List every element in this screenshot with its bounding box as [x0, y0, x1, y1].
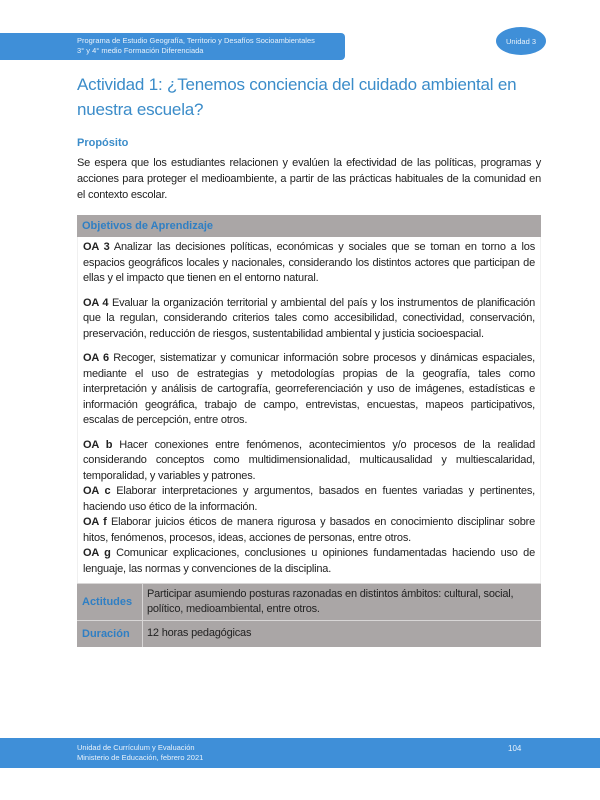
attitudes-row: [77, 583, 541, 620]
objective-item: [83, 515, 535, 546]
duration-label: Duración: [77, 621, 143, 647]
footer-bar: [0, 738, 600, 768]
page-content: [77, 72, 541, 647]
objective-code: OA 6: [83, 352, 109, 364]
objective-code: OA c: [83, 485, 111, 497]
objective-text: Comunicar explicaciones, conclusiones u opiniones fundamentadas haciendo uso de lenguaje, las normas y convenciones de la disciplina.: [83, 547, 535, 575]
objective-code: OA 4: [83, 296, 109, 309]
unit-badge: Unidad 3: [496, 27, 546, 55]
duration-row: [77, 620, 541, 647]
page-number: 104: [508, 744, 522, 753]
header-bar: [0, 33, 345, 60]
objective-code: OA b: [83, 438, 113, 451]
objective-text: Recoger, sistematizar y comunicar información sobre procesos y dinámicas espaciales, mediante el uso de estrategias y metodologías propias de la geografía, tales como interpretación y análisis de cartografía, georreferenciación y uso de imágenes, estadísticas e información geográfica, trabajo de campo, entrevistas, encuestas, mapeos participativos, escalas de percepción, entre otros.: [83, 352, 535, 426]
objective-item: [83, 484, 535, 515]
purpose-text: Se espera que los estudiantes relacionen y evalúen la efectividad de las políticas, programas y acciones para proteger el medioambiente, a partir de las prácticas habituales de la comunidad en el contexto escolar.: [77, 157, 541, 201]
objective-item: [83, 296, 535, 343]
objective-code: OA f: [83, 516, 107, 528]
objective-item: [83, 546, 535, 577]
objectives-list: [77, 237, 541, 583]
objective-code: OA 3: [83, 241, 110, 253]
program-title: Programa de Estudio Geografía, Territorio y Desafíos Socioambientales: [77, 36, 315, 45]
activity-title: Actividad 1: ¿Tenemos conciencia del cuidado ambiental en nuestra escuela?: [77, 75, 517, 119]
footer-unit: Unidad de Currículum y Evaluación: [77, 743, 195, 752]
objectives-heading: Objetivos de Aprendizaje: [77, 215, 541, 237]
attitudes-value: Participar asumiendo posturas razonadas en distintos ámbitos: cultural, social, político, medioambiental, entre otros.: [147, 588, 514, 615]
objective-text: Elaborar juicios éticos de manera rigurosa y basados en conocimiento disciplinar sobre hitos, fenómenos, procesos, ideas, acciones de personas, entre otros.: [83, 516, 535, 544]
program-level: 3° y 4° medio Formación Diferenciada: [77, 46, 204, 55]
duration-value: 12 horas pedagógicas: [147, 627, 252, 639]
objective-text: Analizar las decisiones políticas, económicas y sociales que se toman en torno a los espacios geográficos locales y nacionales, considerando los distintos actores que participan de ellas y el impacto que tienen en el entorno natural.: [83, 241, 535, 284]
footer-ministry: Ministerio de Educación, febrero 2021: [77, 753, 204, 762]
objective-text: Hacer conexiones entre fenómenos, acontecimientos y/o procesos de la realidad considerando conceptos como multidimensionalidad, multicausalidad y multiescalaridad, temporalidad, y variables y patrones.: [83, 438, 535, 482]
objective-text: Elaborar interpretaciones y argumentos, basados en fuentes variadas y pertinentes, haciendo uso ético de la información.: [83, 485, 535, 513]
objective-text: Evaluar la organización territorial y ambiental del país y los instrumentos de planificación que la regulan, considerando criterios tales como accesibilidad, conectividad, conservación, preservación, reducción de riesgos, sustentabilidad ambiental y justicia socioespacial.: [83, 296, 535, 340]
purpose-heading: Propósito: [77, 137, 129, 149]
objective-item: [83, 351, 535, 429]
objective-item: [83, 438, 535, 485]
objective-code: OA g: [83, 547, 111, 559]
objective-item: [83, 240, 535, 287]
objectives-table: [77, 215, 541, 647]
attitudes-label: Actitudes: [77, 584, 143, 620]
